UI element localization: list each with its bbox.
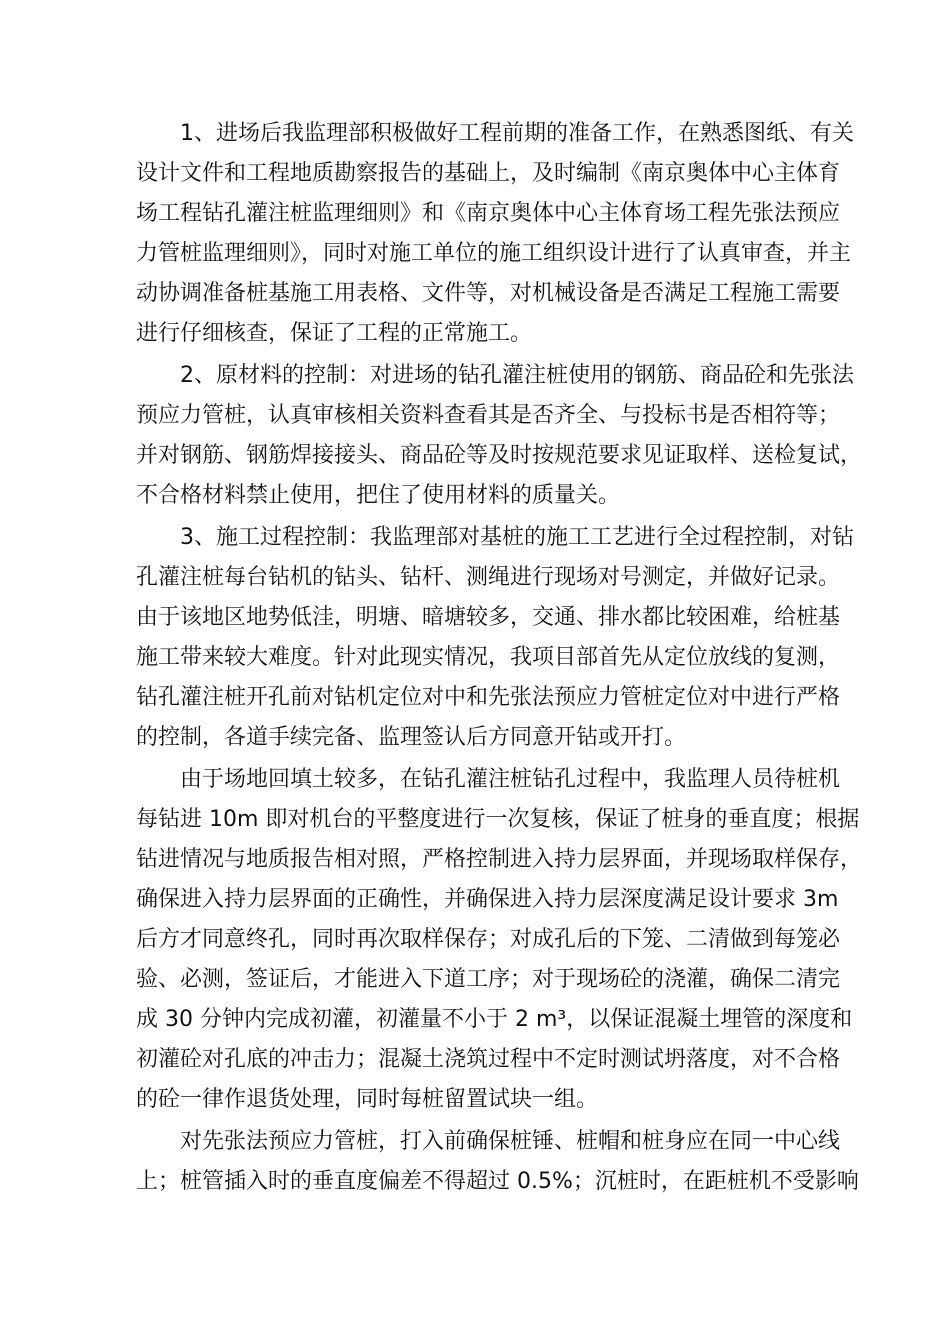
text-line: 确保进入持力层界面的正确性，并确保进入持力层深度满足设计要求 3m <box>136 887 839 912</box>
text-line: 不合格材料禁止使用，把住了使用材料的质量关。 <box>136 483 621 508</box>
text-line: 由于场地回填土较多，在钻孔灌注桩钻孔过程中，我监理人员待桩机 <box>180 767 841 792</box>
text-line: 的控制，各道手续完备、监理签认后方同意开钻或开打。 <box>136 725 687 750</box>
text-line: 预应力管桩，认真审核相关资料查看其是否齐全、与投标书是否相符等； <box>136 403 841 428</box>
text-line: 设计文件和工程地质勘察报告的基础上，及时编制《南京奥体中心主体育 <box>136 161 841 186</box>
text-line: 初灌砼对孔底的冲击力；混凝土浇筑过程中不定时测试坍落度，对不合格 <box>136 1047 841 1072</box>
text-line: 2、原材料的控制：对进场的钻孔灌注桩使用的钢筋、商品砼和先张法 <box>180 363 854 388</box>
text-line: 钻孔灌注桩开孔前对钻机定位对中和先张法预应力管桩定位对中进行严格 <box>136 685 841 710</box>
text-line: 验、必测，签证后，才能进入下道工序；对于现场砼的浇灌，确保二清完 <box>136 967 841 992</box>
text-line: 施工带来较大难度。针对此现实情况，我项目部首先从定位放线的复测， <box>136 645 841 670</box>
text-line: 由于该地区地势低洼，明塘、暗塘较多，交通、排水都比较困难，给桩基 <box>136 605 841 630</box>
text-line: 成 30 分钟内完成初灌，初灌量不小于 2 m³，以保证混凝土埋管的深度和 <box>136 1007 853 1032</box>
text-line: 动协调准备桩基施工用表格、文件等，对机械设备是否满足工程施工需要 <box>136 281 841 306</box>
text-line: 1、进场后我监理部积极做好工程前期的准备工作，在熟悉图纸、有关 <box>180 121 854 146</box>
text-line: 场工程钻孔灌注桩监理细则》和《南京奥体中心主体育场工程先张法预应 <box>136 201 841 226</box>
text-line: 上；桩管插入时的垂直度偏差不得超过 0.5%；沉桩时，在距桩机不受影响 <box>136 1169 859 1194</box>
body-text <box>136 114 862 1202</box>
text-line: 3、施工过程控制：我监理部对基桩的施工工艺进行全过程控制，对钻 <box>180 525 854 550</box>
text-line: 后方才同意终孔，同时再次取样保存；对成孔后的下笼、二清做到每笼必 <box>136 927 841 952</box>
text-line: 每钻进 10m 即对机台的平整度进行一次复核，保证了桩身的垂直度；根据 <box>136 807 860 832</box>
text-line: 的砼一律作退货处理，同时每桩留置试块一组。 <box>136 1087 599 1112</box>
text-line: 对先张法预应力管桩，打入前确保桩锤、桩帽和桩身应在同一中心线 <box>180 1129 841 1154</box>
text-line: 力管桩监理细则》，同时对施工单位的施工组织设计进行了认真审查，并主 <box>136 241 852 266</box>
text-line: 进行仔细核查，保证了工程的正常施工。 <box>136 321 533 346</box>
text-line: 孔灌注桩每台钻机的钻头、钻杆、测绳进行现场对号测定，并做好记录。 <box>136 565 841 590</box>
text-line: 并对钢筋、钢筋焊接接头、商品砼等及时按规范要求见证取样、送检复试， <box>136 443 862 468</box>
text-line: 钻进情况与地质报告相对照，严格控制进入持力层界面，并现场取样保存， <box>136 847 862 872</box>
